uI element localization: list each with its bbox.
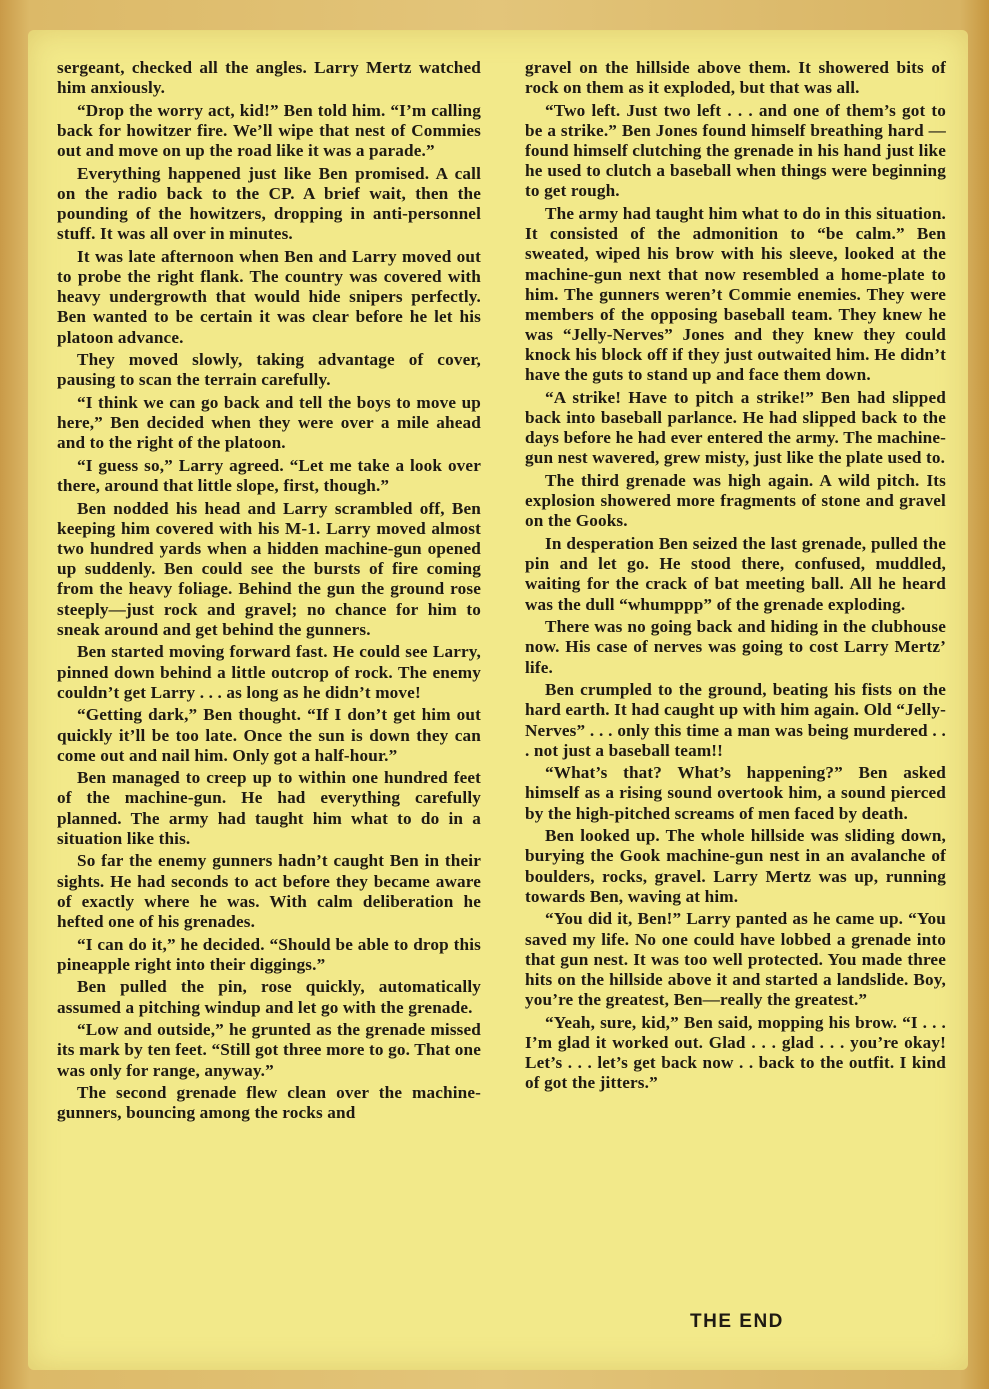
paragraph: “I can do it,” he decided. “Should be able to drop this pineapple right into their diggings.” [57, 934, 481, 974]
paragraph: Ben started moving forward fast. He could see Larry, pinned down behind a little outcrop of rock. The enemy couldn’t get Larry . . . as long as he didn’t move! [57, 642, 481, 702]
paragraph: Ben looked up. The whole hillside was sliding down, burying the Gook machine-gun nest in an avalanche of boulders, rocks, gravel. Larry Mertz was up, running towards Ben, waving at him. [525, 826, 946, 906]
paragraph: “What’s that? What’s happening?” Ben asked himself as a rising sound overtook him, a sound pierced by the high-pitched screams of men faced by death. [525, 763, 946, 823]
paragraph: “Getting dark,” Ben thought. “If I don’t get him out quickly it’ll be too late. Once the sun is down they can come out and nail him. Only got a half-hour.” [57, 705, 481, 765]
paragraph: It was late afternoon when Ben and Larry moved out to probe the right flank. The country was covered with heavy undergrowth that would hide snipers perfectly. Ben wanted to be certain it was clear before he let his platoon advance. [57, 246, 481, 347]
paragraph: “Two left. Just two left . . . and one of them’s got to be a strike.” Ben Jones found himself breathing hard — found himself clutching the grenade in his hand just like he used to clutch a baseball when things were beginning to get rough. [525, 100, 946, 201]
paragraph: There was no going back and hiding in the clubhouse now. His case of nerves was going to cost Larry Mertz’ life. [525, 617, 946, 677]
paragraph: Ben managed to creep up to within one hundred feet of the machine-gun. He had everything carefully planned. The army had taught him what to do in a situation like this. [57, 768, 481, 848]
paragraph: “Low and outside,” he grunted as the grenade missed its mark by ten feet. “Still got three more to go. That one was only for range, anyway.” [57, 1020, 481, 1080]
paragraph: Ben pulled the pin, rose quickly, automatically assumed a pitching windup and let go with the grenade. [57, 977, 481, 1017]
paragraph: “I think we can go back and tell the boys to move up here,” Ben decided when they were over a mile ahead and to the right of the platoon. [57, 393, 481, 453]
paragraph: They moved slowly, taking advantage of cover, pausing to scan the terrain carefully. [57, 350, 481, 390]
paragraph: The third grenade was high again. A wild pitch. Its explosion showered more fragments of stone and gravel on the Gooks. [525, 471, 946, 531]
paragraph: In desperation Ben seized the last grenade, pulled the pin and let go. He stood there, confused, muddled, waiting for the crack of bat meeting ball. All he heard was the dull “whumppp” of the grenade exploding. [525, 534, 946, 614]
paragraph: “I guess so,” Larry agreed. “Let me take a look over there, around that little slope, first, though.” [57, 455, 481, 496]
paragraph: Ben crumpled to the ground, beating his fists on the hard earth. It had caught up with him again. Old “Jelly-Nerves” . . . only this time a man was being murdered . . . not just a baseball team!! [525, 680, 946, 760]
paragraph: “Drop the worry act, kid!” Ben told him. “I’m calling back for howitzer fire. We’ll wipe that nest of Commies out and move on up the road like it was a parade.” [57, 100, 481, 161]
the-end-label: THE END [690, 1311, 784, 1332]
paragraph: Ben nodded his head and Larry scrambled off, Ben keeping him covered with his M-1. Larry moved almost two hundred yards when a hidden machine-gun opened up suddenly. Ben could see the bursts of fire coming from the heavy foliage. Behind the gun the ground rose steeply—just rock and gravel; no chance for him to sneak around and get behind the gunners. [57, 498, 481, 639]
paragraph: “Yeah, sure, kid,” Ben said, mopping his brow. “I . . . I’m glad it worked out. Glad . . . glad . . . you’re okay! Let’s . . . let’s get back now . . back to the outfit. I kind of got the jitters.” [525, 1012, 946, 1093]
left-column [57, 58, 481, 1123]
paragraph: The second grenade flew clean over the machine-gunners, bouncing among the rocks and [57, 1083, 481, 1123]
paragraph: So far the enemy gunners hadn’t caught Ben in their sights. He had seconds to act before they became aware of exactly where he was. With calm deliberation he hefted one of his grenades. [57, 851, 481, 931]
right-column [525, 58, 946, 1093]
paragraph: “You did it, Ben!” Larry panted as he came up. “You saved my life. No one could have lobbed a grenade into that gun nest. It was too well protected. You made three hits on the hillside above it and started a landslide. Boy, you’re the greatest, Ben—really the greatest.” [525, 909, 946, 1010]
paragraph: Everything happened just like Ben promised. A call on the radio back to the CP. A brief wait, then the pounding of the howitzers, dropping in anti-personnel stuff. It was all over in minutes. [57, 163, 481, 244]
paragraph: The army had taught him what to do in this situation. It consisted of the admonition to “be calm.” Ben sweated, wiped his brow with his sleeve, looked at the machine-gun next that now resembled a home-plate to him. The gunners weren’t Commie enemies. They were members of the opposing baseball team. They knew he was “Jelly-Nerves” Jones and they knew they could knock his block off if they just outwaited him. He didn’t have the guts to stand up and face them down. [525, 204, 946, 385]
paragraph: “A strike! Have to pitch a strike!” Ben had slipped back into baseball parlance. He had slipped back to the days before he had ever entered the army. The machine-gun nest wavered, grew misty, just like the plate used to. [525, 388, 946, 468]
paragraph: gravel on the hillside above them. It showered bits of rock on them as it exploded, but that was all. [525, 58, 946, 98]
paragraph: sergeant, checked all the angles. Larry Mertz watched him anxiously. [57, 58, 481, 98]
